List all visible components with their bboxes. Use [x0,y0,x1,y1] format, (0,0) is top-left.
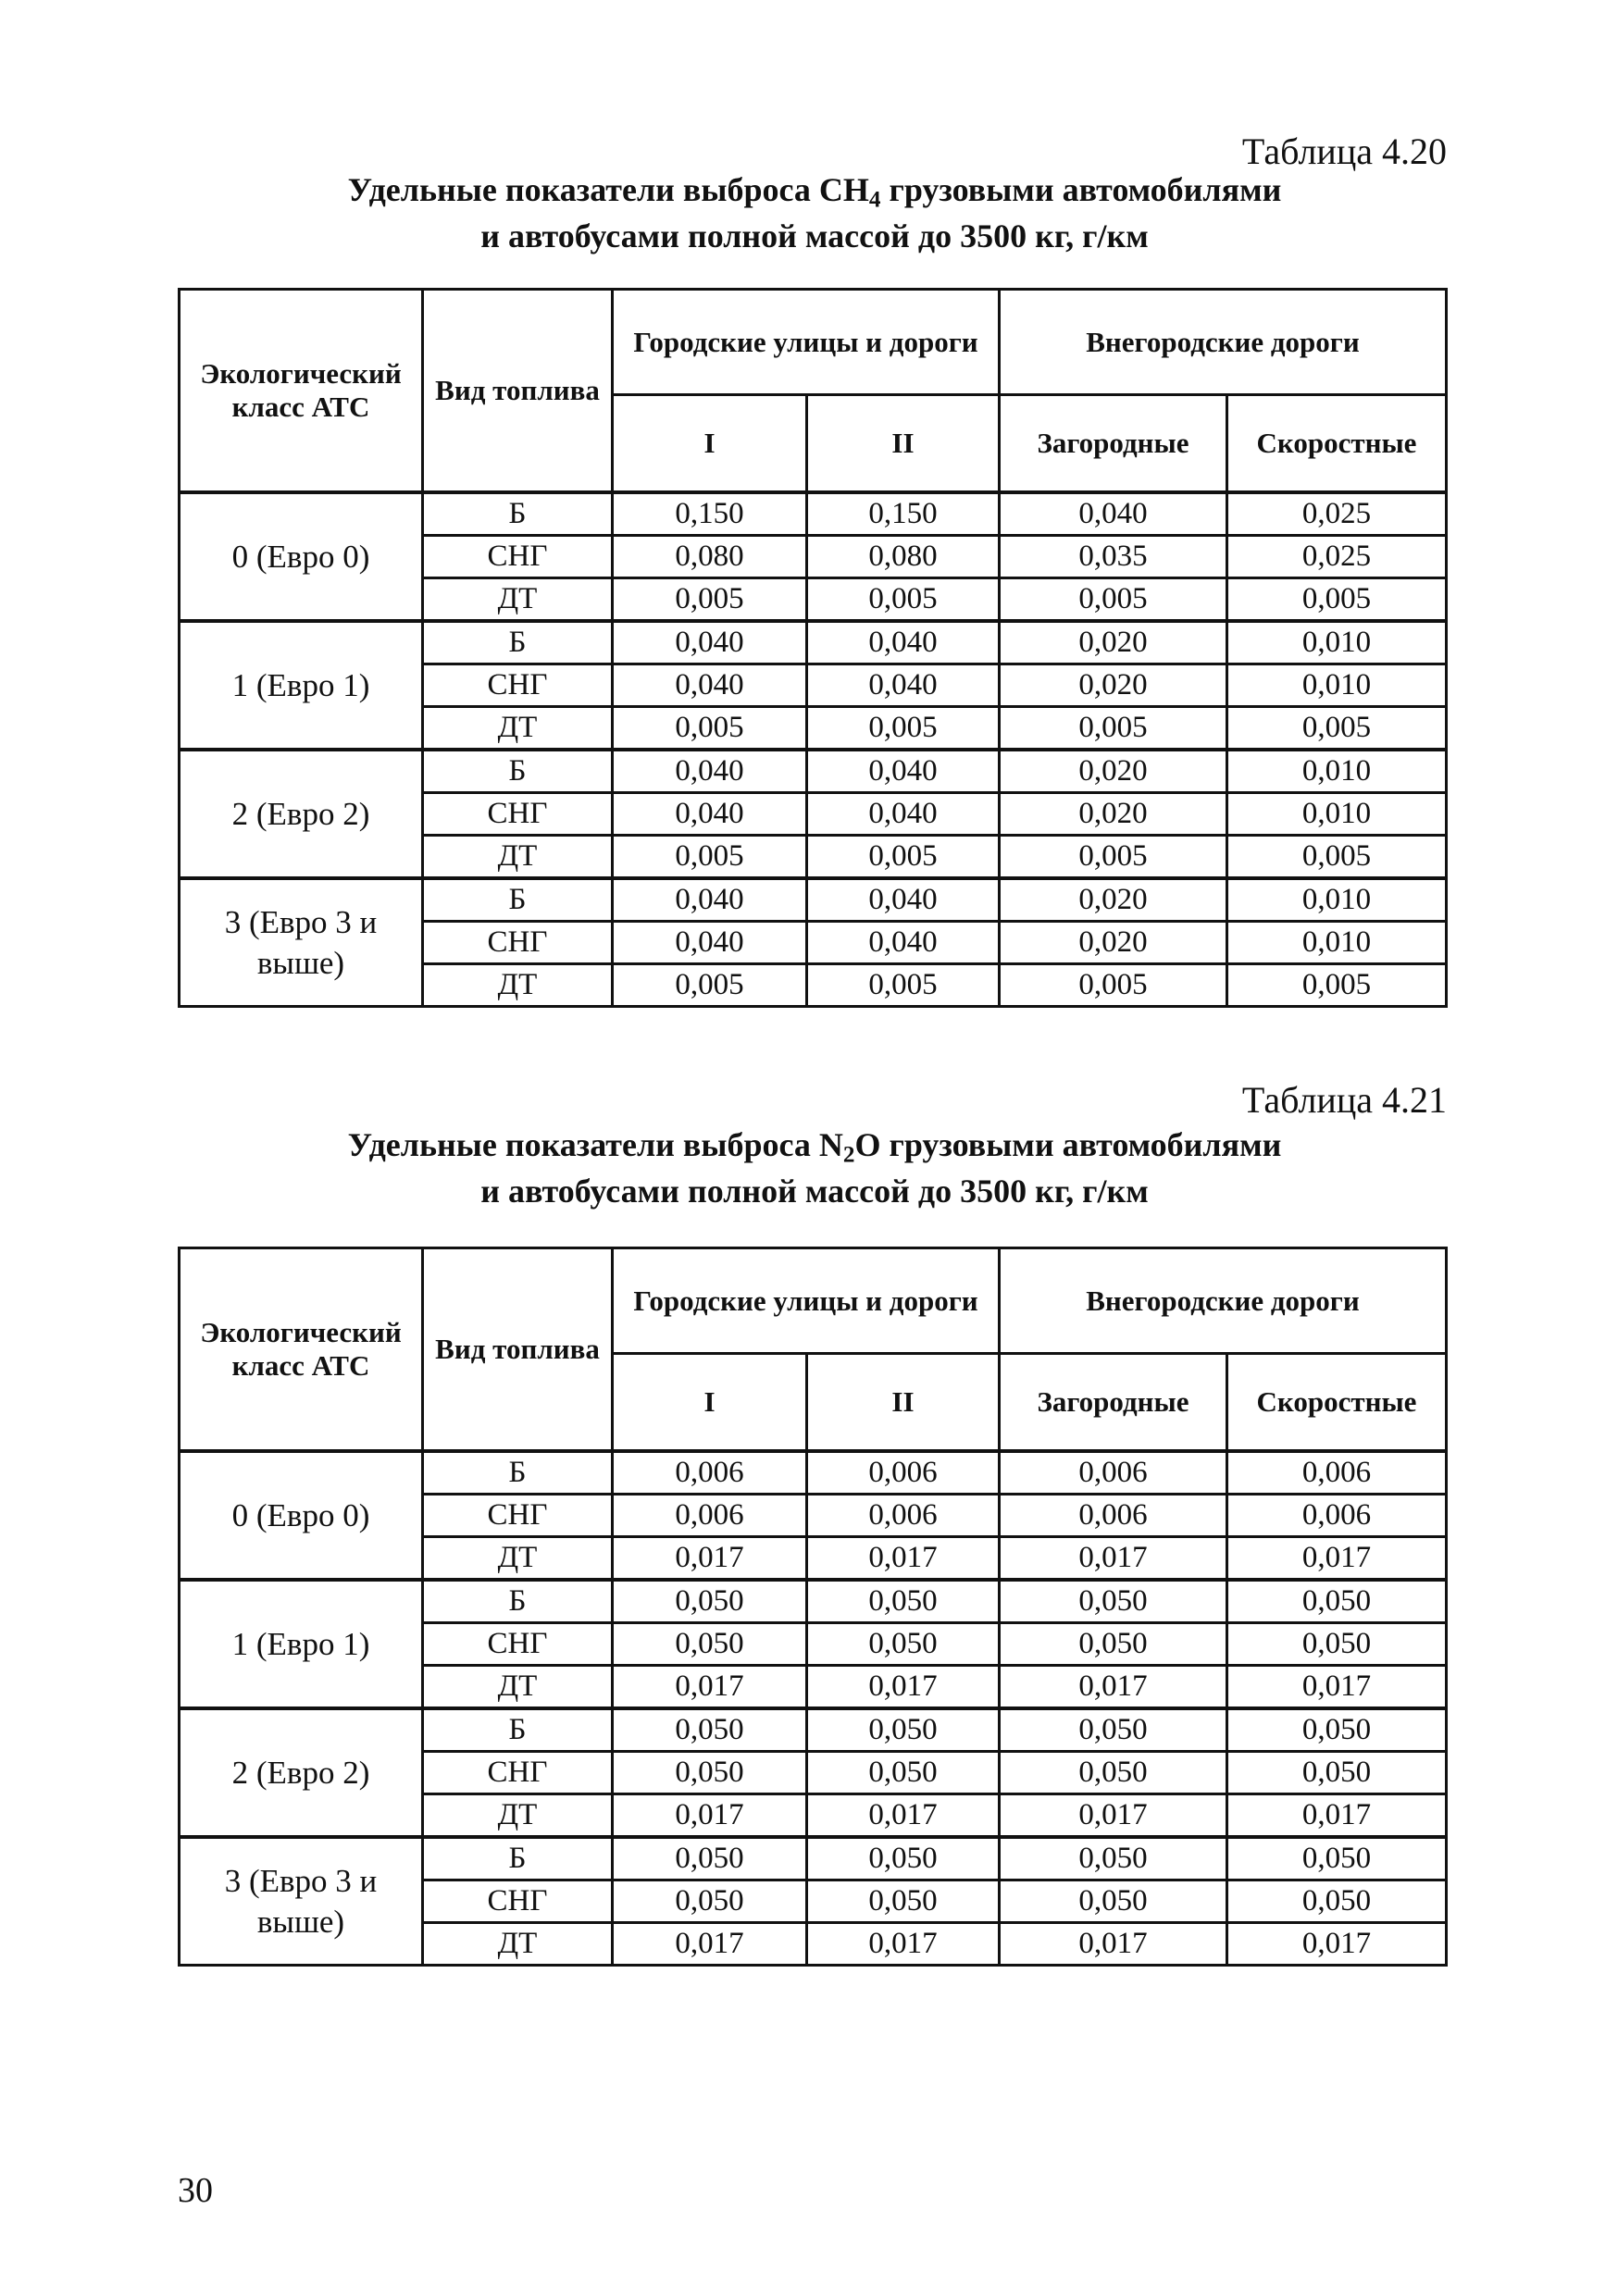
value-cell: 0,010 [1227,750,1447,793]
value-cell: 0,005 [1227,836,1447,879]
header-highway: Скоростные [1227,1354,1447,1452]
value-cell: 0,005 [1227,707,1447,751]
value-cell: 0,017 [613,1666,807,1709]
table-row [180,1837,1447,1880]
caption-line-1: Удельные показатели выброса $CH_4$ грузовыми автомобилями [347,171,1282,213]
value-cell: 0,020 [1000,922,1227,964]
fuel-cell: СНГ [423,664,613,707]
table-caption [167,167,1462,259]
value-cell: 0,050 [1000,1752,1227,1794]
value-cell: 0,005 [807,578,1000,622]
fuel-cell: СНГ [423,793,613,836]
table-row [180,621,1447,664]
caption-line-2: и автобусами полной массой до 3500 кг, г/км [480,1173,1149,1210]
value-cell: 0,005 [613,964,807,1007]
value-cell: 0,005 [807,836,1000,879]
value-cell: 0,040 [613,621,807,664]
value-cell: 0,005 [1227,578,1447,622]
value-cell: 0,050 [807,1752,1000,1794]
value-cell: 0,020 [1000,664,1227,707]
fuel-cell: СНГ [423,1623,613,1666]
value-cell: 0,017 [1227,1794,1447,1838]
fuel-cell: Б [423,878,613,922]
value-cell: 0,017 [807,1666,1000,1709]
fuel-cell: СНГ [423,1880,613,1923]
value-cell: 0,005 [1000,578,1227,622]
header-eco-class: Экологический класс АТС [180,290,423,493]
value-cell: 0,017 [1000,1794,1227,1838]
header-city-ii: II [807,1354,1000,1452]
value-cell: 0,017 [807,1794,1000,1838]
value-cell: 0,005 [807,964,1000,1007]
value-cell: 0,040 [1000,492,1227,536]
value-cell: 0,025 [1227,492,1447,536]
value-cell: 0,005 [1000,707,1227,751]
header-out-of-city-roads: Внегородские дороги [1000,1248,1447,1354]
header-suburban: Загородные [1000,1354,1227,1452]
value-cell: 0,050 [613,1837,807,1880]
header-fuel-type: Вид топлива [423,290,613,493]
header-city-i: I [613,395,807,493]
value-cell: 0,040 [613,664,807,707]
value-cell: 0,040 [807,664,1000,707]
value-cell: 0,017 [807,1923,1000,1966]
value-cell: 0,040 [807,793,1000,836]
value-cell: 0,040 [807,878,1000,922]
eco-class-cell: 2 (Евро 2) [180,750,423,878]
fuel-cell: СНГ [423,922,613,964]
header-city-ii: II [807,395,1000,493]
header-suburban: Загородные [1000,395,1227,493]
value-cell: 0,005 [1227,964,1447,1007]
eco-class-cell: 1 (Евро 1) [180,1580,423,1708]
value-cell: 0,050 [807,1708,1000,1752]
value-cell: 0,017 [1000,1537,1227,1581]
fuel-cell: Б [423,621,613,664]
value-cell: 0,017 [807,1537,1000,1581]
value-cell: 0,050 [1227,1752,1447,1794]
value-cell: 0,005 [807,707,1000,751]
value-cell: 0,005 [1000,964,1227,1007]
value-cell: 0,017 [613,1923,807,1966]
value-cell: 0,017 [613,1794,807,1838]
value-cell: 0,017 [1227,1923,1447,1966]
value-cell: 0,050 [1000,1880,1227,1923]
value-cell: 0,035 [1000,536,1227,578]
eco-class-cell: 0 (Евро 0) [180,1451,423,1580]
value-cell: 0,040 [613,922,807,964]
value-cell: 0,010 [1227,793,1447,836]
eco-class-cell: 3 (Евро 3 и выше) [180,1837,423,1966]
value-cell: 0,050 [1000,1580,1227,1623]
value-cell: 0,040 [613,750,807,793]
value-cell: 0,006 [1000,1495,1227,1537]
table-label: Таблица 4.21 [1241,1079,1447,1121]
value-cell: 0,017 [1227,1666,1447,1709]
value-cell: 0,025 [1227,536,1447,578]
value-cell: 0,040 [807,621,1000,664]
value-cell: 0,005 [613,836,807,879]
table-row [180,1708,1447,1752]
header-out-of-city-roads: Внегородские дороги [1000,290,1447,395]
caption-line-1: Удельные показатели выброса $N_2O$ грузовыми автомобилями [347,1126,1282,1168]
table-row [180,492,1447,536]
fuel-cell: ДТ [423,1666,613,1709]
header-city-roads: Городские улицы и дороги [613,290,1000,395]
value-cell: 0,010 [1227,664,1447,707]
emission-table-n2o [178,1247,1448,1967]
fuel-cell: Б [423,1451,613,1495]
header-eco-class: Экологический класс АТС [180,1248,423,1452]
fuel-cell: Б [423,750,613,793]
value-cell: 0,005 [613,707,807,751]
fuel-cell: СНГ [423,1495,613,1537]
value-cell: 0,050 [1000,1623,1227,1666]
fuel-cell: СНГ [423,536,613,578]
value-cell: 0,050 [613,1580,807,1623]
value-cell: 0,050 [613,1708,807,1752]
value-cell: 0,050 [807,1580,1000,1623]
value-cell: 0,050 [1000,1837,1227,1880]
value-cell: 0,050 [1227,1623,1447,1666]
value-cell: 0,040 [613,878,807,922]
header-fuel-type: Вид топлива [423,1248,613,1452]
fuel-cell: ДТ [423,1923,613,1966]
value-cell: 0,010 [1227,878,1447,922]
header-highway: Скоростные [1227,395,1447,493]
table-row [180,1451,1447,1495]
value-cell: 0,050 [613,1623,807,1666]
value-cell: 0,050 [1227,1880,1447,1923]
value-cell: 0,040 [807,750,1000,793]
value-cell: 0,017 [1000,1923,1227,1966]
eco-class-cell: 0 (Евро 0) [180,492,423,621]
fuel-cell: СНГ [423,1752,613,1794]
value-cell: 0,150 [613,492,807,536]
fuel-cell: ДТ [423,964,613,1007]
table-label: Таблица 4.20 [1241,130,1447,172]
value-cell: 0,017 [1227,1537,1447,1581]
table-row [180,750,1447,793]
value-cell: 0,040 [807,922,1000,964]
page-number: 30 [178,2171,213,2210]
value-cell: 0,006 [1000,1451,1227,1495]
value-cell: 0,050 [807,1837,1000,1880]
value-cell: 0,050 [807,1880,1000,1923]
fuel-cell: Б [423,1708,613,1752]
value-cell: 0,010 [1227,621,1447,664]
value-cell: 0,080 [613,536,807,578]
table-row [180,878,1447,922]
value-cell: 0,050 [1227,1708,1447,1752]
value-cell: 0,050 [1000,1708,1227,1752]
value-cell: 0,006 [1227,1495,1447,1537]
value-cell: 0,006 [1227,1451,1447,1495]
eco-class-cell: 1 (Евро 1) [180,621,423,750]
fuel-cell: ДТ [423,1537,613,1581]
value-cell: 0,050 [613,1752,807,1794]
header-city-roads: Городские улицы и дороги [613,1248,1000,1354]
value-cell: 0,017 [1000,1666,1227,1709]
value-cell: 0,050 [613,1880,807,1923]
value-cell: 0,017 [613,1537,807,1581]
value-cell: 0,006 [807,1451,1000,1495]
eco-class-cell: 2 (Евро 2) [180,1708,423,1837]
emission-table-ch4 [178,288,1448,1008]
fuel-cell: ДТ [423,1794,613,1838]
value-cell: 0,020 [1000,750,1227,793]
value-cell: 0,006 [613,1495,807,1537]
table-row [180,1580,1447,1623]
value-cell: 0,050 [1227,1580,1447,1623]
value-cell: 0,040 [613,793,807,836]
value-cell: 0,020 [1000,878,1227,922]
fuel-cell: ДТ [423,707,613,751]
value-cell: 0,020 [1000,793,1227,836]
value-cell: 0,050 [1227,1837,1447,1880]
value-cell: 0,005 [1000,836,1227,879]
value-cell: 0,006 [613,1451,807,1495]
header-city-i: I [613,1354,807,1452]
value-cell: 0,150 [807,492,1000,536]
value-cell: 0,006 [807,1495,1000,1537]
value-cell: 0,005 [613,578,807,622]
value-cell: 0,080 [807,536,1000,578]
table-caption [167,1122,1462,1214]
fuel-cell: Б [423,1580,613,1623]
value-cell: 0,010 [1227,922,1447,964]
value-cell: 0,050 [807,1623,1000,1666]
fuel-cell: ДТ [423,578,613,622]
caption-line-2: и автобусами полной массой до 3500 кг, г/км [480,217,1149,254]
value-cell: 0,020 [1000,621,1227,664]
fuel-cell: Б [423,1837,613,1880]
eco-class-cell: 3 (Евро 3 и выше) [180,878,423,1007]
fuel-cell: Б [423,492,613,536]
fuel-cell: ДТ [423,836,613,879]
